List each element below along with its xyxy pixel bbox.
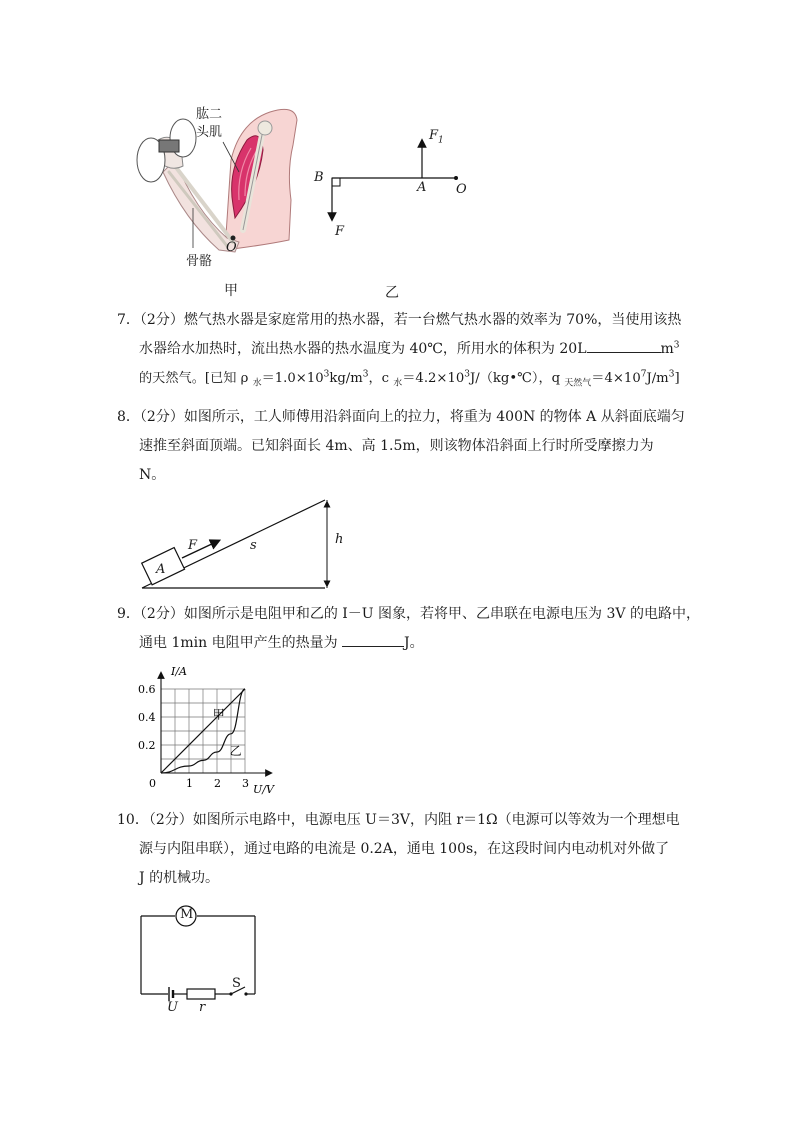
- q7-l3e: ＝4.2×10: [402, 371, 465, 386]
- q10-line3: J 的机械功。: [139, 870, 220, 886]
- iu-chart: [135, 665, 285, 800]
- chart-y-tick-label: 0.2: [138, 739, 156, 752]
- q9-answer-blank[interactable]: [342, 630, 404, 647]
- q7-l3c: kg/m: [329, 371, 363, 386]
- q7-l3-sup2: 3: [362, 369, 369, 380]
- q9-line2-text: 通电 1min 电阻甲产生的热量为: [139, 635, 343, 651]
- bone-label: 骨骼: [186, 254, 213, 269]
- q7-l3b: ＝1.0×10: [261, 371, 324, 386]
- figure-caption-yi: 乙: [385, 285, 399, 301]
- chart-y-axis-label: I/A: [171, 665, 187, 678]
- chart-origin-label: 0: [149, 777, 156, 790]
- q7-l3g: ＝4×10: [591, 371, 641, 386]
- lever-diagram: [310, 125, 480, 240]
- f1-letter: F: [429, 128, 439, 143]
- q7-l3a: 的天然气。[已知 ρ: [139, 371, 253, 386]
- q7-l3h: J/m: [646, 371, 669, 386]
- lever-o-label: O: [456, 182, 467, 197]
- q7-unit-sup: 3: [673, 340, 680, 351]
- q7-l3-sub3: 天然气: [564, 378, 592, 389]
- q8-line3: N。: [139, 467, 166, 483]
- q7-l3-sub2: 水: [393, 378, 403, 389]
- q7-unit: m: [660, 341, 674, 357]
- pivot-o-label: O: [226, 240, 237, 255]
- q7-l3-sup4: 7: [640, 369, 647, 380]
- q9-line1: 9．（2分）如图所示是电阻甲和乙的 I－U 图象，若将甲、乙串联在电源电压为 3V 的电路中，: [117, 606, 700, 622]
- chart-x-tick-label: 3: [242, 777, 249, 790]
- lever-b-label: B: [314, 170, 324, 185]
- incline-s-label: s: [250, 538, 257, 553]
- q9-unit: J。: [404, 635, 424, 651]
- chart-x-axis-label: U/V: [253, 783, 274, 796]
- lever-f-label: F: [335, 224, 345, 239]
- q10-line1: 10．（2分）如图所示电路中，电源电压 U＝3V，内阻 r＝1Ω（电源可以等效为一个理想电: [117, 812, 680, 828]
- q7-line2-text: 水器给水加热时，流出热水器的热水温度为 40℃，所用水的体积为 20L: [139, 341, 587, 357]
- biceps-label-line1: 肱二: [196, 107, 223, 122]
- lever-f1-label: [429, 128, 444, 146]
- q7-l3-sup1: 3: [323, 369, 330, 380]
- f1-subscript: 1: [438, 135, 444, 146]
- chart-y-tick-label: 0.4: [138, 711, 156, 724]
- question-7: [117, 306, 682, 393]
- source-u-label: U: [167, 1000, 178, 1015]
- incline-h-label: h: [335, 532, 344, 547]
- q7-line3: [117, 364, 680, 393]
- incline-a-label: A: [156, 562, 166, 577]
- q7-line2: [117, 335, 680, 364]
- lever-svg: [310, 125, 480, 240]
- q7-l3f: J/（kg•℃），q: [469, 371, 565, 386]
- question-8: [117, 403, 685, 490]
- incline-f-label: F: [188, 538, 198, 553]
- figure-caption-jia: 甲: [224, 283, 238, 299]
- question-9: [117, 600, 700, 658]
- q7-l3-sup5: 3: [668, 369, 675, 380]
- q8-line2: 速推至斜面顶端。已知斜面长 4m、高 1.5m，则该物体沿斜面上行时所受摩擦力为: [139, 438, 654, 454]
- chart-series-label-jia: 甲: [212, 707, 225, 722]
- chart-x-tick-label: 2: [214, 777, 221, 790]
- lever-a-label: A: [417, 180, 427, 195]
- chart-series-label-yi: 乙: [229, 743, 242, 758]
- q9-line2: [117, 629, 677, 658]
- q8-line1: 8．（2分）如图所示，工人师傅用沿斜面向上的拉力，将重为 400N 的物体 A 从斜面底端匀: [117, 409, 685, 425]
- chart-y-tick-label: 0.6: [138, 683, 156, 696]
- q7-l3i: ]: [674, 371, 680, 386]
- resistor-r-label: r: [199, 1000, 206, 1015]
- q7-l3-sup3: 3: [464, 369, 470, 380]
- biceps-label-line2: 头肌: [196, 125, 223, 140]
- switch-s-label: S: [232, 976, 241, 991]
- q10-line2: 源与内阻串联），通过电路的电流是 0.2A，通电 100s，在这段时间内电动机对外做了: [139, 841, 670, 857]
- q7-l3-sub1: 水: [252, 378, 262, 389]
- q7-answer-blank[interactable]: [587, 336, 661, 353]
- q7-line1: 7．（2分）燃气热水器是家庭常用的热水器，若一台燃气热水器的效率为 70%，当使用该热: [117, 312, 682, 328]
- chart-x-tick-label: 1: [186, 777, 193, 790]
- q7-l3d: ，c: [368, 371, 394, 386]
- question-10: [117, 806, 680, 893]
- motor-m-label: M: [180, 907, 194, 922]
- iu-chart-svg: [135, 665, 285, 800]
